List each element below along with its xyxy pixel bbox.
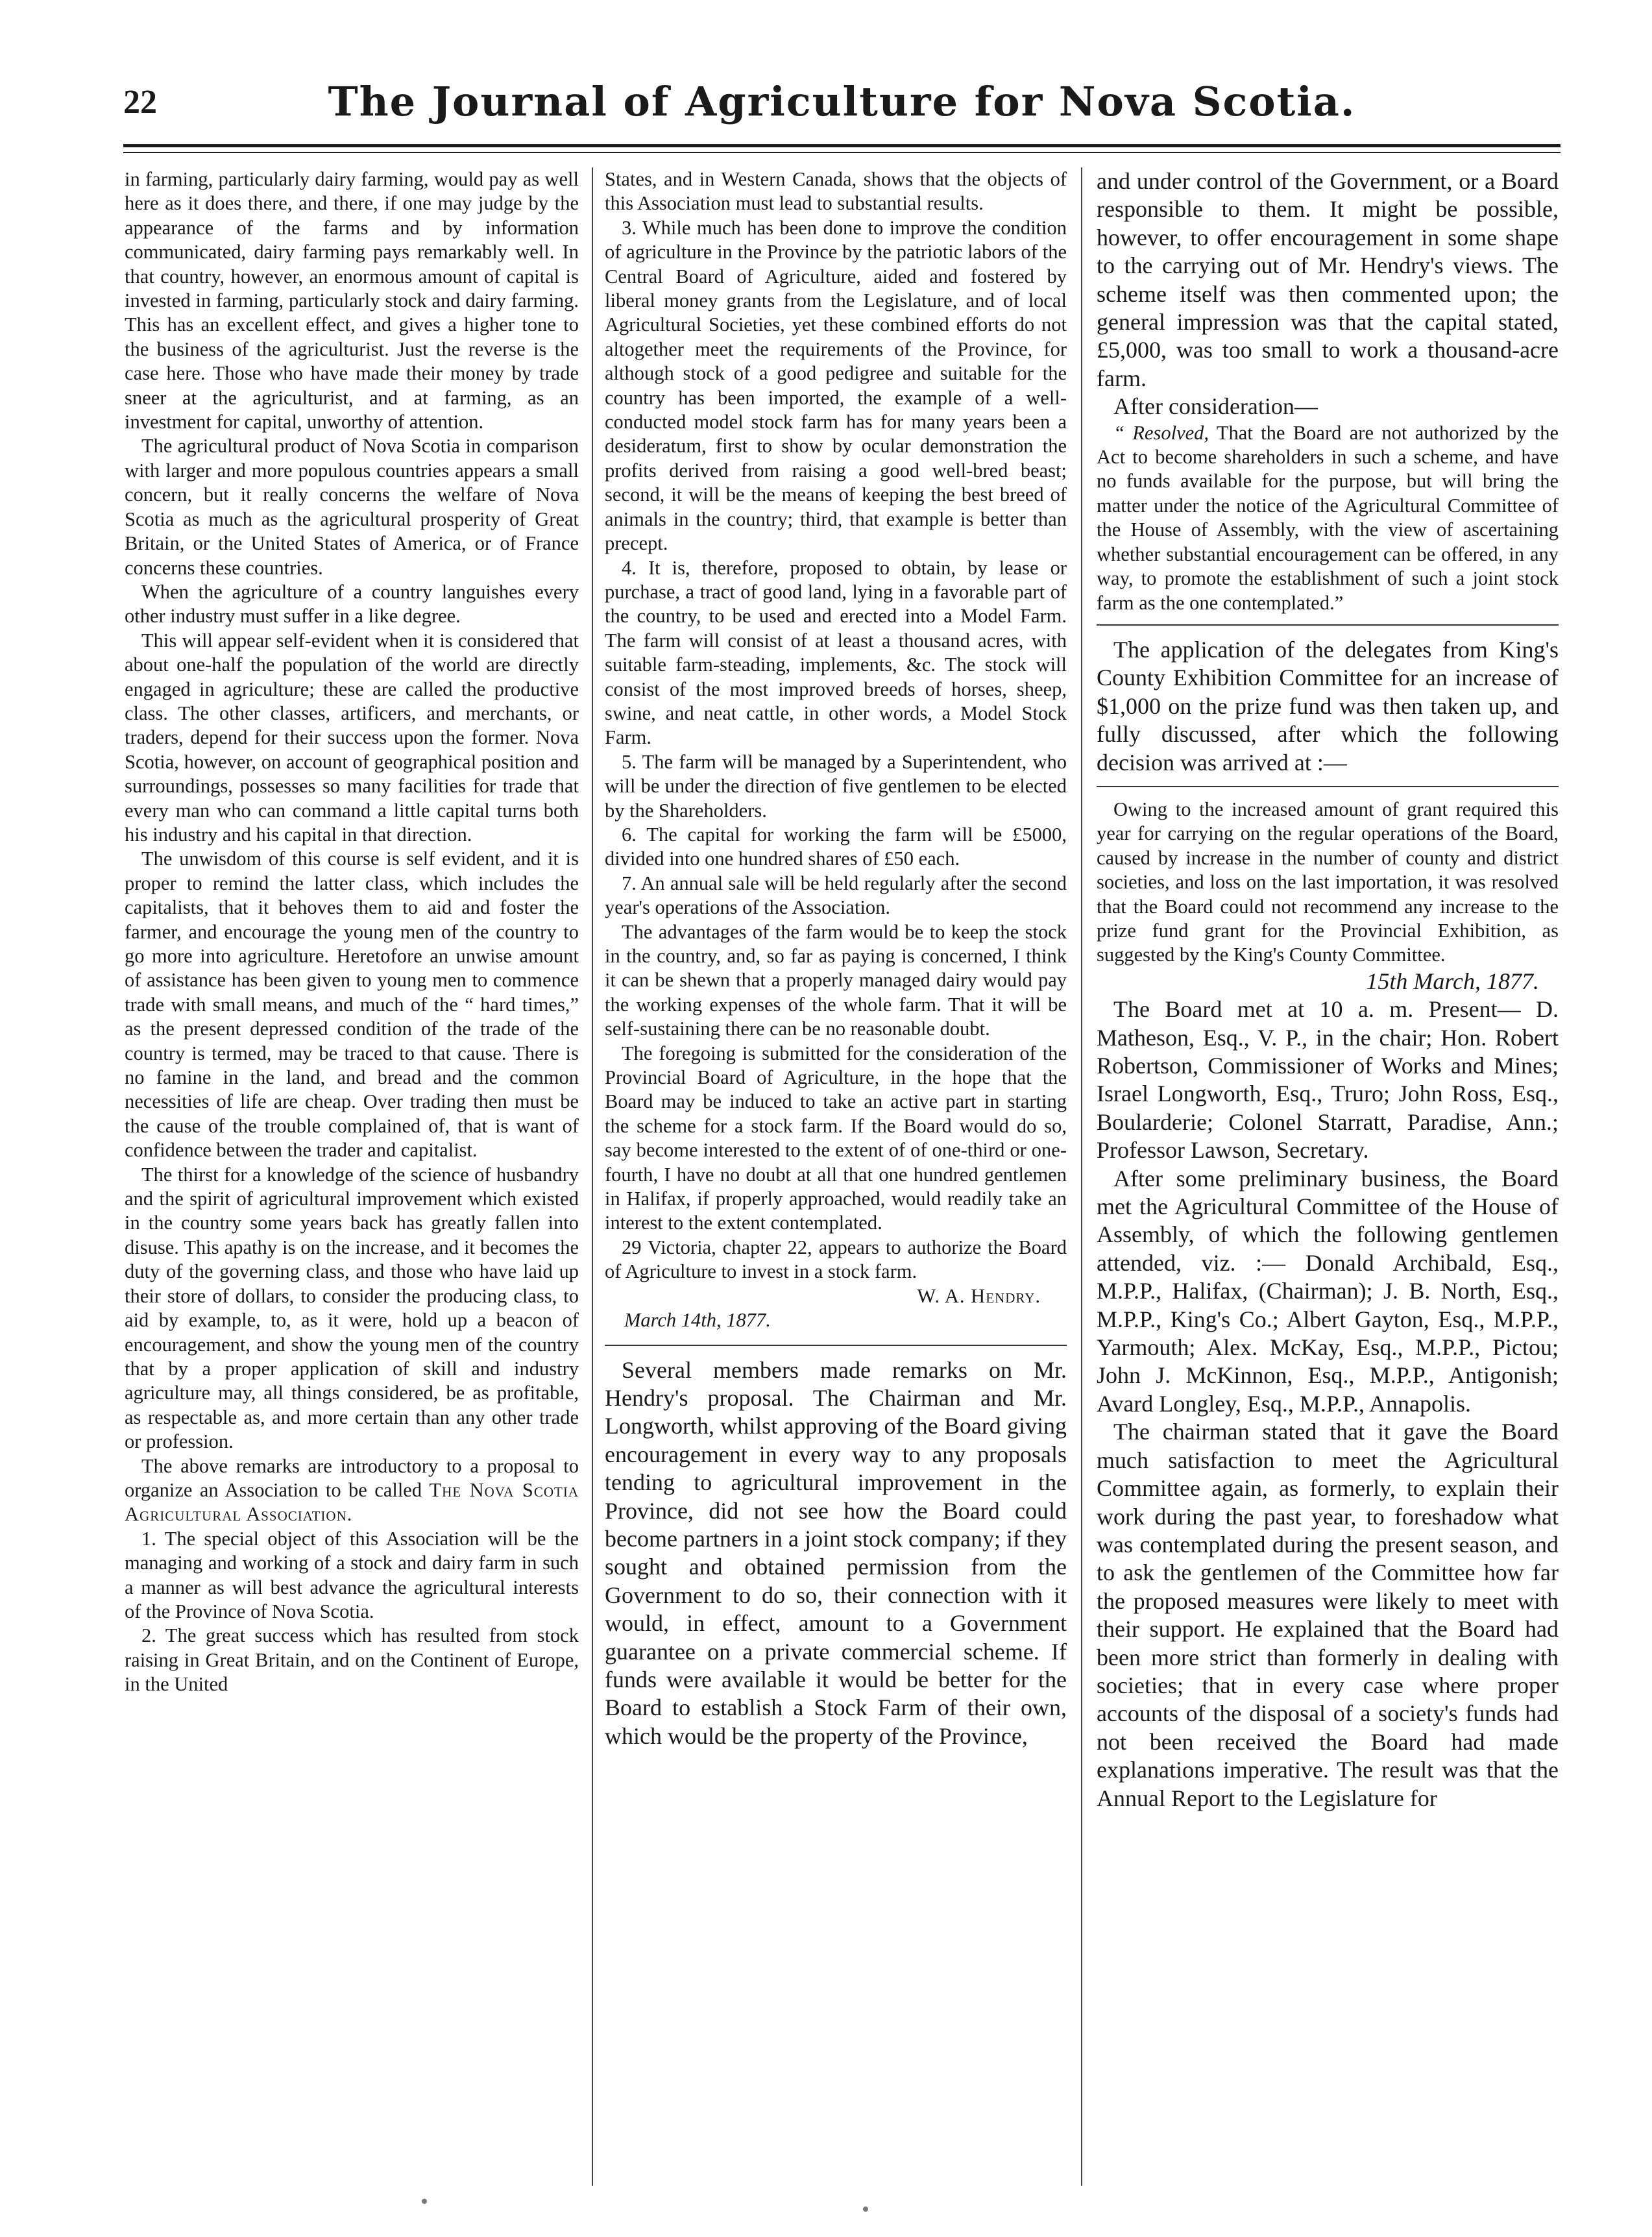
association-name: The Nova Scotia Agricultural Association. bbox=[125, 1478, 579, 1526]
paragraph: 29 Victoria, chapter 22, appears to authorize the Board of Agriculture to invest in a stock farm. bbox=[605, 1236, 1067, 1283]
paragraph: 4. It is, therefore, proposed to obtain, by lease or purchase, a tract of good land, lying in a favorable part of the country, to be used and erected into a Model Farm. The farm will consist of at least a thousand acres, with suitable farm-steading, implements, &c. The stock will consist of the most improved breeds of horses, sheep, swine, and neat cattle, in other words, a Model Stock Farm. bbox=[605, 556, 1067, 749]
header-rule-thick bbox=[123, 144, 1561, 147]
page-header bbox=[123, 78, 1561, 136]
header-rule-thin bbox=[123, 152, 1561, 153]
column-left bbox=[125, 167, 579, 2192]
paragraph: States, and in Western Canada, shows that the objects of this Association must lead to substantial results. bbox=[605, 168, 1067, 215]
print-speck bbox=[863, 2206, 868, 2212]
column-right bbox=[1097, 167, 1559, 2192]
paragraph: The chairman stated that it gave the Board much satisfaction to meet the Agricultural Committee again, as formerly, to explain their work during the past year, to foreshadow what was contemplated during the present season, and to ask the gentlemen of the Committee how far the proposed measures were likely to meet with their support. He explained that the Board had been more strict than formerly in dealing with societies; that in every case where proper accounts of the disposal of a society's funds had not been received the Board had made explanations imperative. The result was that the Annual Report to the Legislature for bbox=[1097, 1419, 1559, 1811]
paragraph: 7. An annual sale will be held regularly after the second year's operations of the Association. bbox=[605, 872, 1067, 919]
paragraph: After some preliminary business, the Board met the Agricultural Committee of the House of Assembly, of which the following gentlemen attended, viz. :— Donald Archibald, Esq., M.P.P., Halifax, (Chairman); J. B. North, Esq., M.P.P., King's Co.; Albert Gayton, Esq., M.P.P., Yarmouth; Alex. McKay, Esq., M.P.P., Pictou; John J. McKinnon, Esq., M.P.P., Antigonish; Avard Longley, Esq., M.P.P., Annapolis. bbox=[1097, 1165, 1559, 1417]
paragraph: The agricultural product of Nova Scotia in comparison with larger and more populous countries appears a small concern, but it really concerns the welfare of Nova Scotia as much as the agricultural prosperity of Great Britain, or the United States of America, or of France concerns these countries. bbox=[125, 435, 579, 579]
paragraph: 3. While much has been done to improve the condition of agriculture in the Province by the patriotic labors of the Central Board of Agriculture, aided and fostered by liberal money grants from the Legislature, and of local Agricultural Societies, yet these combined efforts do not altogether meet the requirements of the Province, for although stock of a good pedigree and suitable for the country has been imported, the example of a well-conducted model stock farm has for many years been a desideratum, first to show by ocular demonstration the profits derived from raising a good well-bred beast; second, it will be the means of keeping the best breed of animals in the country; third, that example is better than precept. bbox=[605, 216, 1067, 555]
section-rule bbox=[1097, 786, 1559, 787]
paragraph: After consideration— bbox=[1113, 393, 1318, 420]
paragraph: 5. The farm will be managed by a Superintendent, who will be under the direction of five gentlemen to be elected by the Shareholders. bbox=[605, 750, 1067, 822]
paragraph: Several members made remarks on Mr. Hendry's proposal. The Chairman and Mr. Longworth, whilst approving of the Board giving encouragement in every way to any proposals tending to agricultural improvement in the Province, did not see how the Board could become partners in a joint stock company; if they sought and obtained permission from the Government to do so, their connection with it would, in effect, amount to a Government guarantee on a private commercial scheme. If funds were available it would be better for the Board to establish a Stock Farm of their own, which would be the property of the Province, bbox=[605, 1356, 1067, 1749]
section-rule bbox=[605, 1345, 1067, 1346]
paragraph: The Board met at 10 a. m. Present— D. Matheson, Esq., V. P., in the chair; Hon. Robert Robertson, Commissioner of Works and Mines; Israel Longworth, Esq., Truro; John Ross, Esq., Boularderie; Colonel Starratt, Paradise, Ann.; Professor Lawson, Secretary. bbox=[1097, 996, 1559, 1164]
resolution bbox=[1097, 421, 1559, 615]
paragraph: The advantages of the farm would be to keep the stock in the country, and, so far as paying is concerned, I think it can be shewn that a properly managed dairy would pay the working expenses of the whole farm. That it will be self-sustaining there can be no reasonable doubt. bbox=[605, 920, 1067, 1040]
paragraph: and under control of the Government, or a Board responsible to them. It might be possible, however, to offer encouragement in some shape to the carrying out of Mr. Hendry's views. The scheme itself was then commented upon; the general impression was that the capital stated, £5,000, was too small to work a thousand-acre farm. bbox=[1097, 168, 1559, 391]
resolved-label: “ Resolved, bbox=[1113, 421, 1209, 444]
paragraph bbox=[125, 1454, 579, 1527]
journal-title: The Journal of Agriculture for Nova Scotia. bbox=[328, 78, 1356, 125]
print-speck bbox=[422, 2199, 427, 2204]
paragraph: Owing to the increased amount of grant required this year for carrying on the regular operations of the Board, caused by increase in the number of county and district societies, and loss on the last importation, it was resolved that the Board could not recommend any increase to the prize fund grant for the Provincial Exhibition, as suggested by the King's County Committee. bbox=[1097, 798, 1559, 966]
column-divider bbox=[1081, 167, 1082, 2186]
signature: W. A. Hendry. bbox=[917, 1284, 1041, 1307]
resolution-text: That the Board are not authorized by the Act to become shareholders in such a scheme, and have no funds available for the purpose, but will bring the matter under the notice of the Agricultural Committee of the House of Assembly, with the view of ascertaining whether substantial encouragement can be offered, in any way, to promote the establishment of such a joint stock farm as the one contemplated.” bbox=[1097, 421, 1559, 614]
paragraph: 6. The capital for working the farm will be £5000, divided into one hundred shares of £50 each. bbox=[605, 823, 1067, 870]
paragraph: The thirst for a knowledge of the science of husbandry and the spirit of agricultural improvement which existed in the country some years back has greatly fallen into disuse. This apathy is on the increase, and it becomes the duty of the governing class, and those who have laid up their store of dollars, to consider the producing class, to aid by example, to, as it were, hold up a beacon of encouragement, and show the young men of the country that by a proper application of skill and industry agriculture may, all things considered, be as profitable, as respectable as, and more certain than any other trade or profession. bbox=[125, 1163, 579, 1453]
paragraph: The foregoing is submitted for the consideration of the Provincial Board of Agriculture, in the hope that the Board may be induced to take an active part in starting the scheme for a stock farm. If the Board would do so, say become interested to the extent of of one-third or one-fourth, I have no doubt at all that one hundred gentlemen in Halifax, if properly approached, would readily take an interest to the extent contemplated. bbox=[605, 1042, 1067, 1234]
paragraph-text: The above remarks are introductory to a proposal to organize an Association to be called bbox=[125, 1454, 579, 1501]
paragraph: in farming, particularly dairy farming, would pay as well here as it does there, and there, if one may judge by the appearance of the farms and by information communicated, dairy farming pays remarkably well. In that country, however, an enormous amount of capital is invested in farming, particularly stock and dairy farming. This has an excellent effect, and gives a higher tone to the business of the agriculturist. Just the reverse is the case here. Those who have made their money by trade sneer at the agriculturist, and at farming, as an investment for capital, unworthy of attention. bbox=[125, 168, 579, 434]
paragraph: When the agriculture of a country languishes every other industry must suffer in a like degree. bbox=[125, 580, 579, 628]
paragraph: 1. The special object of this Association will be the managing and working of a stock and dairy farm in such a manner as will best advance the agricultural interests of the Province of Nova Scotia. bbox=[125, 1527, 579, 1622]
paragraph: The unwisdom of this course is self evident, and it is proper to remind the latter class, which includes the capitalists, that it behoves them to aid and foster the farmer, and encourage the young men of the country to go more into agriculture. Heretofore an unwise amount of assistance has been given to young men to commence trade with small means, and much of the “ hard times,” as the present depressed condition of the trade of the country is termed, may be traced to that cause. There is no famine in the land, and bread and the common necessities of life are cheap. Over trading then must be the cause of the trouble complained of, that is want of confidence between the trader and capitalist. bbox=[125, 848, 579, 1162]
column-divider bbox=[592, 167, 593, 2186]
dateline: March 14th, 1877. bbox=[624, 1309, 771, 1332]
paragraph: The application of the delegates from King's County Exhibition Committee for an increase of $1,000 on the prize fund was then taken up, and fully discussed, after which the following decision was arrived at :— bbox=[1097, 636, 1559, 776]
section-rule bbox=[1097, 624, 1559, 626]
paragraph: This will appear self-evident when it is considered that about one-half the population of the world are directly engaged in agriculture; these are called the productive class. The other classes, artificers, and merchants, or traders, depend for their success upon the former. Nova Scotia, however, on account of geographical position and surroundings, possesses so many facilities for trade that every man who can command a little capital turns both his industry and his capital in that direction. bbox=[125, 629, 579, 846]
page-number: 22 bbox=[123, 84, 157, 121]
paragraph: 2. The great success which has resulted from stock raising in Great Britain, and on the Continent of Europe, in the United bbox=[125, 1624, 579, 1696]
column-middle bbox=[605, 167, 1067, 2192]
dateline: 15th March, 1877. bbox=[1366, 968, 1539, 994]
